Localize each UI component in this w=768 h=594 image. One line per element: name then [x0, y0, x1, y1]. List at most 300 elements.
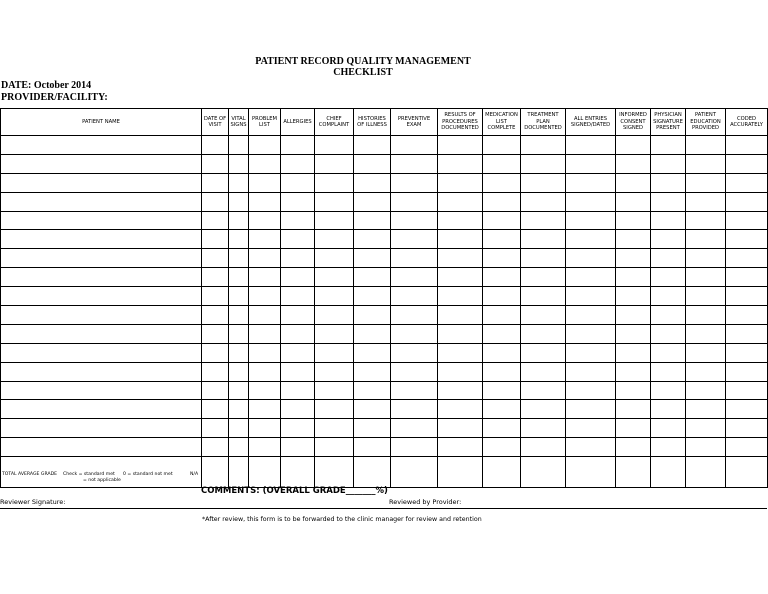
- check-cell[interactable]: [438, 230, 483, 249]
- check-cell[interactable]: [249, 192, 281, 211]
- check-cell[interactable]: [566, 362, 616, 381]
- check-cell[interactable]: [354, 211, 391, 230]
- check-cell[interactable]: [202, 249, 229, 268]
- check-cell[interactable]: [391, 362, 438, 381]
- check-cell[interactable]: [202, 211, 229, 230]
- patient-name-cell[interactable]: [1, 438, 202, 457]
- check-cell[interactable]: [249, 419, 281, 438]
- check-cell[interactable]: [616, 306, 651, 325]
- check-cell[interactable]: [315, 324, 354, 343]
- check-cell[interactable]: [651, 381, 686, 400]
- check-cell[interactable]: [483, 287, 521, 306]
- check-cell[interactable]: [521, 362, 566, 381]
- check-cell[interactable]: [391, 287, 438, 306]
- check-cell[interactable]: [616, 268, 651, 287]
- check-cell[interactable]: [202, 381, 229, 400]
- check-cell[interactable]: [315, 192, 354, 211]
- total-cell[interactable]: [686, 457, 726, 488]
- check-cell[interactable]: [229, 306, 249, 325]
- check-cell[interactable]: [202, 438, 229, 457]
- check-cell[interactable]: [483, 343, 521, 362]
- check-cell[interactable]: [315, 362, 354, 381]
- check-cell[interactable]: [651, 230, 686, 249]
- check-cell[interactable]: [686, 438, 726, 457]
- check-cell[interactable]: [281, 173, 315, 192]
- check-cell[interactable]: [202, 287, 229, 306]
- check-cell[interactable]: [202, 192, 229, 211]
- check-cell[interactable]: [229, 324, 249, 343]
- check-cell[interactable]: [521, 381, 566, 400]
- check-cell[interactable]: [202, 268, 229, 287]
- check-cell[interactable]: [354, 173, 391, 192]
- check-cell[interactable]: [229, 287, 249, 306]
- check-cell[interactable]: [281, 400, 315, 419]
- check-cell[interactable]: [483, 173, 521, 192]
- check-cell[interactable]: [521, 287, 566, 306]
- check-cell[interactable]: [391, 306, 438, 325]
- check-cell[interactable]: [686, 173, 726, 192]
- check-cell[interactable]: [391, 438, 438, 457]
- check-cell[interactable]: [229, 136, 249, 155]
- check-cell[interactable]: [391, 154, 438, 173]
- check-cell[interactable]: [229, 343, 249, 362]
- check-cell[interactable]: [566, 173, 616, 192]
- check-cell[interactable]: [281, 438, 315, 457]
- check-cell[interactable]: [202, 324, 229, 343]
- check-cell[interactable]: [566, 306, 616, 325]
- patient-name-cell[interactable]: [1, 230, 202, 249]
- check-cell[interactable]: [391, 343, 438, 362]
- check-cell[interactable]: [315, 287, 354, 306]
- check-cell[interactable]: [354, 249, 391, 268]
- check-cell[interactable]: [315, 438, 354, 457]
- check-cell[interactable]: [521, 192, 566, 211]
- check-cell[interactable]: [616, 287, 651, 306]
- check-cell[interactable]: [249, 381, 281, 400]
- check-cell[interactable]: [651, 419, 686, 438]
- check-cell[interactable]: [616, 154, 651, 173]
- patient-name-cell[interactable]: [1, 324, 202, 343]
- check-cell[interactable]: [726, 249, 768, 268]
- total-cell[interactable]: [438, 457, 483, 488]
- check-cell[interactable]: [616, 400, 651, 419]
- total-cell[interactable]: [391, 457, 438, 488]
- check-cell[interactable]: [616, 192, 651, 211]
- col-header-patient-education: PATIENT EDUCATION PROVIDED: [686, 109, 726, 136]
- check-cell[interactable]: [651, 268, 686, 287]
- check-cell[interactable]: [521, 343, 566, 362]
- check-cell[interactable]: [566, 268, 616, 287]
- check-cell[interactable]: [483, 211, 521, 230]
- total-cell[interactable]: [566, 457, 616, 488]
- check-cell[interactable]: [566, 438, 616, 457]
- check-cell[interactable]: [281, 362, 315, 381]
- total-cell[interactable]: [521, 457, 566, 488]
- check-cell[interactable]: [686, 136, 726, 155]
- check-cell[interactable]: [229, 381, 249, 400]
- col-header-physician-signature: PHYSICIAN SIGNATURE PRESENT: [651, 109, 686, 136]
- total-cell[interactable]: [202, 457, 229, 488]
- check-cell[interactable]: [726, 381, 768, 400]
- check-cell[interactable]: [281, 306, 315, 325]
- check-cell[interactable]: [281, 192, 315, 211]
- check-cell[interactable]: [616, 211, 651, 230]
- table-row: [1, 136, 768, 155]
- check-cell[interactable]: [616, 438, 651, 457]
- check-cell[interactable]: [354, 324, 391, 343]
- check-cell[interactable]: [686, 343, 726, 362]
- check-cell[interactable]: [249, 400, 281, 419]
- check-cell[interactable]: [726, 211, 768, 230]
- check-cell[interactable]: [483, 400, 521, 419]
- check-cell[interactable]: [521, 400, 566, 419]
- check-cell[interactable]: [521, 438, 566, 457]
- check-cell[interactable]: [354, 343, 391, 362]
- total-cell[interactable]: [315, 457, 354, 488]
- check-cell[interactable]: [651, 136, 686, 155]
- check-cell[interactable]: [521, 173, 566, 192]
- check-cell[interactable]: [686, 324, 726, 343]
- check-cell[interactable]: [391, 419, 438, 438]
- check-cell[interactable]: [521, 306, 566, 325]
- check-cell[interactable]: [651, 306, 686, 325]
- check-cell[interactable]: [354, 306, 391, 325]
- check-cell[interactable]: [686, 211, 726, 230]
- check-cell[interactable]: [616, 419, 651, 438]
- check-cell[interactable]: [438, 306, 483, 325]
- check-cell[interactable]: [686, 154, 726, 173]
- check-cell[interactable]: [651, 438, 686, 457]
- check-cell[interactable]: [438, 362, 483, 381]
- patient-name-cell[interactable]: [1, 381, 202, 400]
- check-cell[interactable]: [281, 154, 315, 173]
- check-cell[interactable]: [249, 343, 281, 362]
- check-cell[interactable]: [354, 136, 391, 155]
- patient-name-cell[interactable]: [1, 154, 202, 173]
- total-cell[interactable]: [483, 457, 521, 488]
- check-cell[interactable]: [651, 343, 686, 362]
- check-cell[interactable]: [202, 136, 229, 155]
- check-cell[interactable]: [315, 419, 354, 438]
- patient-name-cell[interactable]: [1, 173, 202, 192]
- legend-check: Check = standard met: [63, 472, 115, 478]
- check-cell[interactable]: [315, 211, 354, 230]
- check-cell[interactable]: [249, 287, 281, 306]
- check-cell[interactable]: [686, 287, 726, 306]
- check-cell[interactable]: [229, 268, 249, 287]
- check-cell[interactable]: [521, 268, 566, 287]
- check-cell[interactable]: [229, 362, 249, 381]
- legend-zero: 0 = standard not met: [123, 472, 173, 478]
- check-cell[interactable]: [483, 249, 521, 268]
- check-cell[interactable]: [391, 268, 438, 287]
- check-cell[interactable]: [438, 173, 483, 192]
- check-cell[interactable]: [483, 362, 521, 381]
- check-cell[interactable]: [229, 438, 249, 457]
- check-cell[interactable]: [686, 362, 726, 381]
- check-cell[interactable]: [354, 192, 391, 211]
- check-cell[interactable]: [438, 400, 483, 419]
- check-cell[interactable]: [686, 192, 726, 211]
- check-cell[interactable]: [229, 173, 249, 192]
- check-cell[interactable]: [726, 306, 768, 325]
- check-cell[interactable]: [281, 136, 315, 155]
- check-cell[interactable]: [354, 438, 391, 457]
- check-cell[interactable]: [438, 136, 483, 155]
- check-cell[interactable]: [726, 154, 768, 173]
- check-cell[interactable]: [521, 249, 566, 268]
- check-cell[interactable]: [315, 268, 354, 287]
- patient-name-cell[interactable]: [1, 400, 202, 419]
- check-cell[interactable]: [438, 154, 483, 173]
- check-cell[interactable]: [566, 249, 616, 268]
- check-cell[interactable]: [281, 249, 315, 268]
- patient-name-cell[interactable]: [1, 306, 202, 325]
- check-cell[interactable]: [686, 230, 726, 249]
- check-cell[interactable]: [391, 400, 438, 419]
- check-cell[interactable]: [202, 400, 229, 419]
- check-cell[interactable]: [566, 343, 616, 362]
- check-cell[interactable]: [391, 381, 438, 400]
- check-cell[interactable]: [483, 192, 521, 211]
- check-cell[interactable]: [438, 249, 483, 268]
- check-cell[interactable]: [438, 381, 483, 400]
- check-cell[interactable]: [616, 381, 651, 400]
- check-cell[interactable]: [616, 324, 651, 343]
- patient-name-cell[interactable]: [1, 192, 202, 211]
- check-cell[interactable]: [726, 438, 768, 457]
- check-cell[interactable]: [354, 381, 391, 400]
- check-cell[interactable]: [483, 230, 521, 249]
- check-cell[interactable]: [281, 230, 315, 249]
- check-cell[interactable]: [616, 230, 651, 249]
- check-cell[interactable]: [521, 324, 566, 343]
- check-cell[interactable]: [651, 362, 686, 381]
- patient-name-cell[interactable]: [1, 211, 202, 230]
- check-cell[interactable]: [726, 230, 768, 249]
- total-cell[interactable]: [249, 457, 281, 488]
- check-cell[interactable]: [521, 136, 566, 155]
- check-cell[interactable]: [249, 306, 281, 325]
- check-cell[interactable]: [726, 287, 768, 306]
- check-cell[interactable]: [281, 381, 315, 400]
- check-cell[interactable]: [354, 419, 391, 438]
- check-cell[interactable]: [354, 400, 391, 419]
- check-cell[interactable]: [249, 136, 281, 155]
- total-cell[interactable]: [616, 457, 651, 488]
- check-cell[interactable]: [616, 136, 651, 155]
- check-cell[interactable]: [249, 249, 281, 268]
- check-cell[interactable]: [651, 287, 686, 306]
- check-cell[interactable]: [354, 287, 391, 306]
- check-cell[interactable]: [354, 154, 391, 173]
- check-cell[interactable]: [483, 306, 521, 325]
- check-cell[interactable]: [483, 324, 521, 343]
- comments-overall-grade: COMMENTS: (OVERALL GRADE_______%): [201, 486, 388, 496]
- check-cell[interactable]: [229, 249, 249, 268]
- total-cell[interactable]: [726, 457, 768, 488]
- check-cell[interactable]: [566, 192, 616, 211]
- check-cell[interactable]: [249, 230, 281, 249]
- title-line-1: PATIENT RECORD QUALITY MANAGEMENT: [255, 56, 471, 67]
- check-cell[interactable]: [651, 211, 686, 230]
- patient-name-cell[interactable]: [1, 249, 202, 268]
- title-line-2: CHECKLIST: [333, 67, 393, 78]
- check-cell[interactable]: [566, 381, 616, 400]
- check-cell[interactable]: [483, 268, 521, 287]
- patient-name-cell[interactable]: [1, 268, 202, 287]
- check-cell[interactable]: [651, 173, 686, 192]
- check-cell[interactable]: [438, 192, 483, 211]
- check-cell[interactable]: [315, 173, 354, 192]
- check-cell[interactable]: [483, 381, 521, 400]
- check-cell[interactable]: [686, 268, 726, 287]
- check-cell[interactable]: [391, 230, 438, 249]
- check-cell[interactable]: [391, 211, 438, 230]
- check-cell[interactable]: [651, 249, 686, 268]
- check-cell[interactable]: [249, 268, 281, 287]
- total-cell[interactable]: [281, 457, 315, 488]
- check-cell[interactable]: [726, 419, 768, 438]
- check-cell[interactable]: [438, 211, 483, 230]
- check-cell[interactable]: [726, 400, 768, 419]
- check-cell[interactable]: [249, 211, 281, 230]
- check-cell[interactable]: [726, 192, 768, 211]
- check-cell[interactable]: [249, 173, 281, 192]
- check-cell[interactable]: [438, 287, 483, 306]
- check-cell[interactable]: [315, 154, 354, 173]
- total-cell[interactable]: [354, 457, 391, 488]
- check-cell[interactable]: [566, 211, 616, 230]
- check-cell[interactable]: [315, 230, 354, 249]
- patient-name-cell[interactable]: [1, 343, 202, 362]
- date-label: DATE: October 2014: [1, 80, 92, 91]
- check-cell[interactable]: [249, 324, 281, 343]
- check-cell[interactable]: [726, 324, 768, 343]
- check-cell[interactable]: [202, 362, 229, 381]
- check-cell[interactable]: [281, 419, 315, 438]
- check-cell[interactable]: [521, 419, 566, 438]
- check-cell[interactable]: [616, 173, 651, 192]
- check-cell[interactable]: [315, 306, 354, 325]
- check-cell[interactable]: [726, 362, 768, 381]
- check-cell[interactable]: [391, 192, 438, 211]
- check-cell[interactable]: [354, 268, 391, 287]
- check-cell[interactable]: [483, 136, 521, 155]
- check-cell[interactable]: [483, 419, 521, 438]
- check-cell[interactable]: [202, 343, 229, 362]
- check-cell[interactable]: [315, 400, 354, 419]
- total-cell[interactable]: [651, 457, 686, 488]
- check-cell[interactable]: [202, 173, 229, 192]
- check-cell[interactable]: [281, 343, 315, 362]
- check-cell[interactable]: [391, 136, 438, 155]
- check-cell[interactable]: [686, 419, 726, 438]
- check-cell[interactable]: [438, 438, 483, 457]
- check-cell[interactable]: [726, 136, 768, 155]
- check-cell[interactable]: [315, 136, 354, 155]
- check-cell[interactable]: [616, 249, 651, 268]
- check-cell[interactable]: [566, 136, 616, 155]
- check-cell[interactable]: [483, 154, 521, 173]
- check-cell[interactable]: [202, 230, 229, 249]
- check-cell[interactable]: [438, 268, 483, 287]
- check-cell[interactable]: [566, 419, 616, 438]
- check-cell[interactable]: [566, 324, 616, 343]
- check-cell[interactable]: [438, 324, 483, 343]
- check-cell[interactable]: [229, 192, 249, 211]
- signature-line: [0, 508, 767, 509]
- check-cell[interactable]: [281, 324, 315, 343]
- check-cell[interactable]: [229, 419, 249, 438]
- check-cell[interactable]: [566, 230, 616, 249]
- check-cell[interactable]: [566, 287, 616, 306]
- patient-name-cell[interactable]: [1, 362, 202, 381]
- table-row: [1, 230, 768, 249]
- check-cell[interactable]: [438, 343, 483, 362]
- check-cell[interactable]: [249, 438, 281, 457]
- check-cell[interactable]: [483, 438, 521, 457]
- check-cell[interactable]: [521, 154, 566, 173]
- patient-name-cell[interactable]: [1, 287, 202, 306]
- check-cell[interactable]: [315, 381, 354, 400]
- check-cell[interactable]: [651, 400, 686, 419]
- check-cell[interactable]: [354, 362, 391, 381]
- check-cell[interactable]: [202, 306, 229, 325]
- check-cell[interactable]: [566, 154, 616, 173]
- check-cell[interactable]: [521, 230, 566, 249]
- check-cell[interactable]: [726, 173, 768, 192]
- check-cell[interactable]: [651, 154, 686, 173]
- check-cell[interactable]: [229, 211, 249, 230]
- check-cell[interactable]: [616, 343, 651, 362]
- col-header-vital-signs: VITAL SIGNS: [229, 109, 249, 136]
- check-cell[interactable]: [686, 306, 726, 325]
- check-cell[interactable]: [202, 154, 229, 173]
- check-cell[interactable]: [281, 268, 315, 287]
- check-cell[interactable]: [438, 419, 483, 438]
- check-cell[interactable]: [686, 400, 726, 419]
- check-cell[interactable]: [651, 192, 686, 211]
- patient-name-cell[interactable]: [1, 136, 202, 155]
- check-cell[interactable]: [354, 230, 391, 249]
- check-cell[interactable]: [566, 400, 616, 419]
- check-cell[interactable]: [315, 343, 354, 362]
- check-cell[interactable]: [229, 154, 249, 173]
- check-cell[interactable]: [686, 381, 726, 400]
- check-cell[interactable]: [726, 343, 768, 362]
- check-cell[interactable]: [391, 249, 438, 268]
- check-cell[interactable]: [391, 173, 438, 192]
- check-cell[interactable]: [249, 362, 281, 381]
- check-cell[interactable]: [249, 154, 281, 173]
- check-cell[interactable]: [315, 249, 354, 268]
- table-row: [1, 211, 768, 230]
- check-cell[interactable]: [229, 230, 249, 249]
- check-cell[interactable]: [616, 362, 651, 381]
- check-cell[interactable]: [281, 211, 315, 230]
- check-cell[interactable]: [686, 249, 726, 268]
- check-cell[interactable]: [202, 419, 229, 438]
- total-cell[interactable]: [229, 457, 249, 488]
- check-cell[interactable]: [229, 400, 249, 419]
- check-cell[interactable]: [651, 324, 686, 343]
- check-cell[interactable]: [726, 268, 768, 287]
- check-cell[interactable]: [391, 324, 438, 343]
- patient-name-cell[interactable]: [1, 419, 202, 438]
- check-cell[interactable]: [521, 211, 566, 230]
- check-cell[interactable]: [281, 287, 315, 306]
